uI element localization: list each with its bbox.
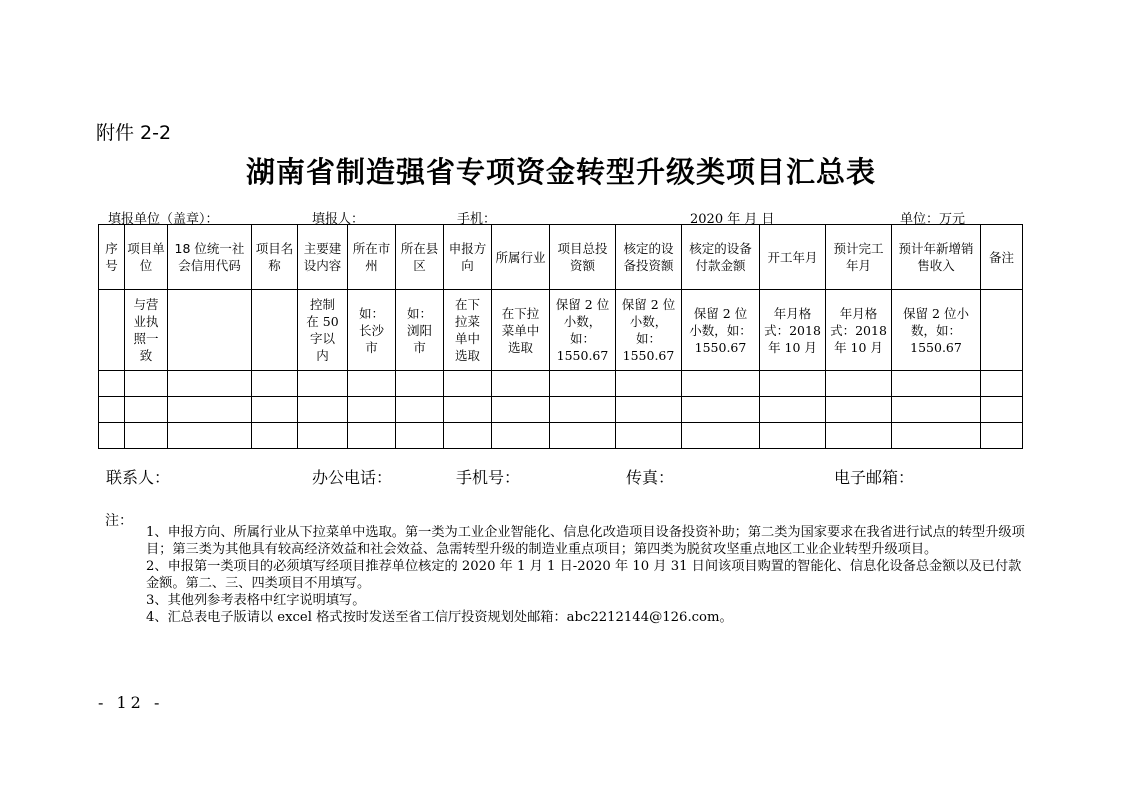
header-cell: 序号: [99, 225, 125, 290]
table-cell: [348, 371, 396, 397]
table-cell: [298, 371, 348, 397]
table-cell: [252, 397, 298, 423]
table-cell: 如： 长沙 市: [348, 290, 396, 371]
table-cell: [550, 397, 616, 423]
header-cell: 主要建设内容: [298, 225, 348, 290]
table-cell: [981, 371, 1023, 397]
table-cell: [444, 371, 492, 397]
table-cell: [168, 423, 252, 449]
page-number: - 12 -: [98, 693, 164, 712]
meta-filler: 填报人：: [312, 212, 365, 227]
attachment-label: 附件 2-2: [96, 122, 172, 144]
table-cell: [348, 397, 396, 423]
meta-date: 2020 年 月 日: [690, 212, 775, 227]
table-cell: [826, 423, 892, 449]
table-cell: [252, 371, 298, 397]
meta-currency-unit: 单位：万元: [900, 212, 966, 227]
header-cell: 项目名称: [252, 225, 298, 290]
header-cell: 核定的设备投资额: [616, 225, 682, 290]
table-cell: 保留 2 位小 数，如： 1550.67: [892, 290, 981, 371]
summary-table: [98, 224, 1023, 449]
header-cell: 项目单位: [125, 225, 168, 290]
header-cell: 核定的设备付款金额: [682, 225, 760, 290]
table-row: [99, 290, 1023, 371]
table-cell: [298, 423, 348, 449]
table-cell: [760, 397, 826, 423]
table-row: [99, 397, 1023, 423]
table-cell: 与营 业执 照一 致: [125, 290, 168, 371]
table-cell: [444, 397, 492, 423]
note-item: 2、申报第一类项目的必须填写经项目推荐单位核定的 2020 年 1 月 1 日-2020 年 10 月 31 日间该项目购置的智能化、信息化设备总金额以及已付款金额。第二、三、四类项目不用填写。: [146, 559, 1022, 591]
table-cell: [892, 397, 981, 423]
table-cell: [99, 371, 125, 397]
table-cell: 保留 2 位 小数，如： 1550.67: [682, 290, 760, 371]
header-cell: 预计年新增销售收入: [892, 225, 981, 290]
header-cell: 申报方向: [444, 225, 492, 290]
table-cell: 在下 拉菜 单中 选取: [444, 290, 492, 371]
table-header-row: [99, 225, 1023, 290]
header-cell: 预计完工年月: [826, 225, 892, 290]
meta-phone: 手机：: [457, 212, 497, 227]
header-cell: 备注: [981, 225, 1023, 290]
table-cell: [252, 290, 298, 371]
table-cell: [892, 423, 981, 449]
meta-unit: 填报单位（盖章）：: [108, 212, 219, 227]
table-cell: [826, 371, 892, 397]
header-cell: 所属行业: [492, 225, 550, 290]
table-cell: [396, 423, 444, 449]
table-cell: 控制 在 50 字以 内: [298, 290, 348, 371]
table-cell: [682, 371, 760, 397]
table-cell: [616, 397, 682, 423]
notes-label: 注：: [105, 513, 133, 529]
table-cell: 在下拉 菜单中 选取: [492, 290, 550, 371]
table-cell: 年月格 式：2018 年 10 月: [826, 290, 892, 371]
table-cell: [99, 423, 125, 449]
table-cell: [981, 423, 1023, 449]
table-cell: [492, 423, 550, 449]
header-cell: 18 位统一社会信用代码: [168, 225, 252, 290]
document-title: 湖南省制造强省专项资金转型升级类项目汇总表: [245, 155, 876, 189]
table-cell: [168, 371, 252, 397]
table-cell: [616, 371, 682, 397]
note-item: 4、汇总表电子版请以 excel 格式按时发送至省工信厅投资规划处邮箱：abc2212144@126.com。: [146, 610, 733, 625]
table-cell: [348, 423, 396, 449]
header-cell: 所在市州: [348, 225, 396, 290]
header-cell: 开工年月: [760, 225, 826, 290]
table-cell: [616, 423, 682, 449]
table-cell: [550, 423, 616, 449]
office-phone-label: 办公电话：: [312, 468, 393, 487]
table-cell: [981, 397, 1023, 423]
table-cell: [125, 397, 168, 423]
table-cell: [550, 371, 616, 397]
table-cell: 如： 浏阳 市: [396, 290, 444, 371]
table-cell: [826, 397, 892, 423]
table-cell: 年月格 式：2018 年 10 月: [760, 290, 826, 371]
table-cell: [492, 397, 550, 423]
table-cell: [298, 397, 348, 423]
table-cell: [125, 371, 168, 397]
table-cell: [99, 290, 125, 371]
email-label: 电子邮箱：: [834, 468, 915, 487]
table-cell: [396, 371, 444, 397]
note-item: 1、申报方向、所属行业从下拉菜单中选取。第一类为工业企业智能化、信息化改造项目设备投资补助；第二类为国家要求在我省进行试点的转型升级项目；第三类为其他具有较高经济效益和社会效益、急需转型升级的制造业重点项目；第四类为脱贫攻坚重点地区工业企业转型升级项目。: [146, 525, 1025, 557]
table-cell: [125, 423, 168, 449]
table-cell: [760, 371, 826, 397]
table-cell: [682, 397, 760, 423]
mobile-label: 手机号：: [456, 468, 521, 487]
header-cell: 项目总投资额: [550, 225, 616, 290]
table-cell: [682, 423, 760, 449]
fax-label: 传真：: [626, 468, 675, 487]
table-cell: [396, 397, 444, 423]
table-row: [99, 371, 1023, 397]
table-cell: [981, 290, 1023, 371]
table-cell: 保留 2 位 小数， 如： 1550.67: [616, 290, 682, 371]
table-cell: [492, 371, 550, 397]
table-cell: [444, 423, 492, 449]
table-cell: [99, 397, 125, 423]
contact-person-label: 联系人：: [106, 468, 171, 487]
table-cell: [760, 423, 826, 449]
table-cell: 保留 2 位 小数， 如： 1550.67: [550, 290, 616, 371]
note-item: 3、其他列参考表格中红字说明填写。: [146, 593, 366, 608]
table-cell: [892, 371, 981, 397]
notes-list: [146, 524, 1030, 626]
table-cell: [168, 290, 252, 371]
header-cell: 所在县区: [396, 225, 444, 290]
table-row: [99, 423, 1023, 449]
table-cell: [168, 397, 252, 423]
table-cell: [252, 423, 298, 449]
